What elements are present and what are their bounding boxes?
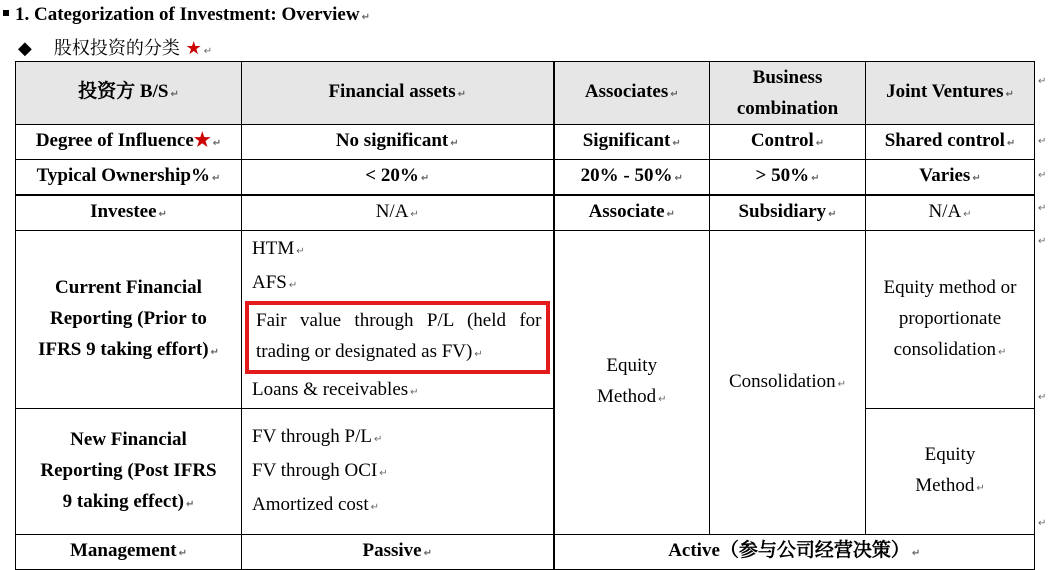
end-of-row-mark: ↵ bbox=[1038, 203, 1047, 214]
cell-reporting-assoc: Equity Method ↵ bbox=[554, 231, 710, 535]
row-label-current-reporting: Current Financial Reporting (Prior to IFRS 9 taking effort) ↵ bbox=[16, 231, 242, 409]
end-of-row-mark: ↵ bbox=[1038, 392, 1047, 403]
header-cell-financial-assets: Financial assets ↵ bbox=[242, 62, 554, 125]
cell-ownership-fa: < 20% ↵ bbox=[242, 160, 554, 196]
section-heading: 1. Categorization of Investment: Overview ↵ bbox=[3, 4, 370, 26]
highlighted-fvtpl-item: Fair value through P/L (held for trading or designated as FV) ↵ bbox=[245, 301, 550, 374]
cell-influence-assoc: Significant ↵ bbox=[554, 125, 710, 160]
list-item: FV through OCI ↵ bbox=[252, 459, 388, 481]
end-of-row-mark: ↵ bbox=[1038, 170, 1047, 181]
cell-new-jv: Equity Method ↵ bbox=[866, 409, 1035, 535]
cell-ownership-bc: > 50% ↵ bbox=[710, 160, 866, 196]
subheading: ◆ 股权投资的分类 ★ ↵ bbox=[18, 38, 213, 59]
end-of-row-mark: ↵ bbox=[1038, 136, 1047, 147]
section-heading-text: 1. Categorization of Investment: Overview bbox=[15, 4, 360, 25]
header-cell-investor: 投资方 B/S ↵ bbox=[16, 62, 242, 125]
list-item: Amortized cost ↵ bbox=[252, 493, 379, 515]
cell-investee-bc: Subsidiary ↵ bbox=[710, 195, 866, 231]
cell-influence-bc: Control ↵ bbox=[710, 125, 866, 160]
cell-new-fa bbox=[242, 409, 554, 535]
star-icon: ★ bbox=[185, 38, 202, 59]
cell-investee-fa: N/A ↵ bbox=[242, 195, 554, 231]
subheading-text: 股权投资的分类 bbox=[53, 38, 180, 59]
cell-ownership-assoc: 20% - 50% ↵ bbox=[554, 160, 710, 196]
end-of-row-mark: ↵ bbox=[1038, 76, 1047, 87]
star-icon: ★ bbox=[193, 130, 211, 151]
row-label-management: Management ↵ bbox=[16, 535, 242, 570]
list-item: Loans & receivables ↵ bbox=[252, 379, 419, 400]
cell-ownership-jv: Varies ↵ bbox=[866, 160, 1035, 196]
cell-management-fa: Passive ↵ bbox=[242, 535, 554, 570]
table-row-investee bbox=[16, 195, 1035, 231]
diamond-bullet-icon: ◆ bbox=[18, 38, 32, 59]
table-row-influence bbox=[16, 125, 1035, 160]
header-cell-business-combination: Business combination bbox=[710, 62, 866, 125]
end-of-row-mark: ↵ bbox=[1038, 518, 1047, 529]
cell-investee-jv: N/A ↵ bbox=[866, 195, 1035, 231]
table-row-current-reporting bbox=[16, 231, 1035, 409]
header-cell-associates: Associates ↵ bbox=[554, 62, 710, 125]
cell-current-jv: Equity method or proportionate consolidation ↵ bbox=[866, 231, 1035, 409]
end-of-row-mark: ↵ bbox=[1038, 236, 1047, 247]
list-item: AFS ↵ bbox=[252, 272, 298, 293]
table-row-ownership bbox=[16, 160, 1035, 196]
list-item: FV through P/L ↵ bbox=[252, 425, 383, 447]
row-label-new-reporting: New Financial Reporting (Post IFRS 9 taking effect) ↵ bbox=[16, 409, 242, 535]
list-item: HTM ↵ bbox=[252, 238, 305, 259]
row-label-influence: Degree of Influence★ ↵ bbox=[16, 125, 242, 160]
cell-influence-jv: Shared control ↵ bbox=[866, 125, 1035, 160]
row-label-ownership: Typical Ownership% ↵ bbox=[16, 160, 242, 196]
cell-reporting-bc: Consolidation ↵ bbox=[710, 231, 866, 535]
cell-management-active: Active（参与公司经营决策） ↵ bbox=[554, 535, 1035, 570]
investment-categorization-table bbox=[15, 61, 1035, 570]
row-label-investee: Investee ↵ bbox=[16, 195, 242, 231]
header-row bbox=[16, 62, 1035, 125]
table-row-new-reporting bbox=[16, 409, 1035, 535]
cell-current-fa bbox=[242, 231, 554, 409]
bullet-square-icon bbox=[3, 10, 9, 16]
cell-investee-assoc: Associate ↵ bbox=[554, 195, 710, 231]
cell-influence-fa: No significant ↵ bbox=[242, 125, 554, 160]
header-cell-joint-ventures: Joint Ventures ↵ bbox=[866, 62, 1035, 125]
